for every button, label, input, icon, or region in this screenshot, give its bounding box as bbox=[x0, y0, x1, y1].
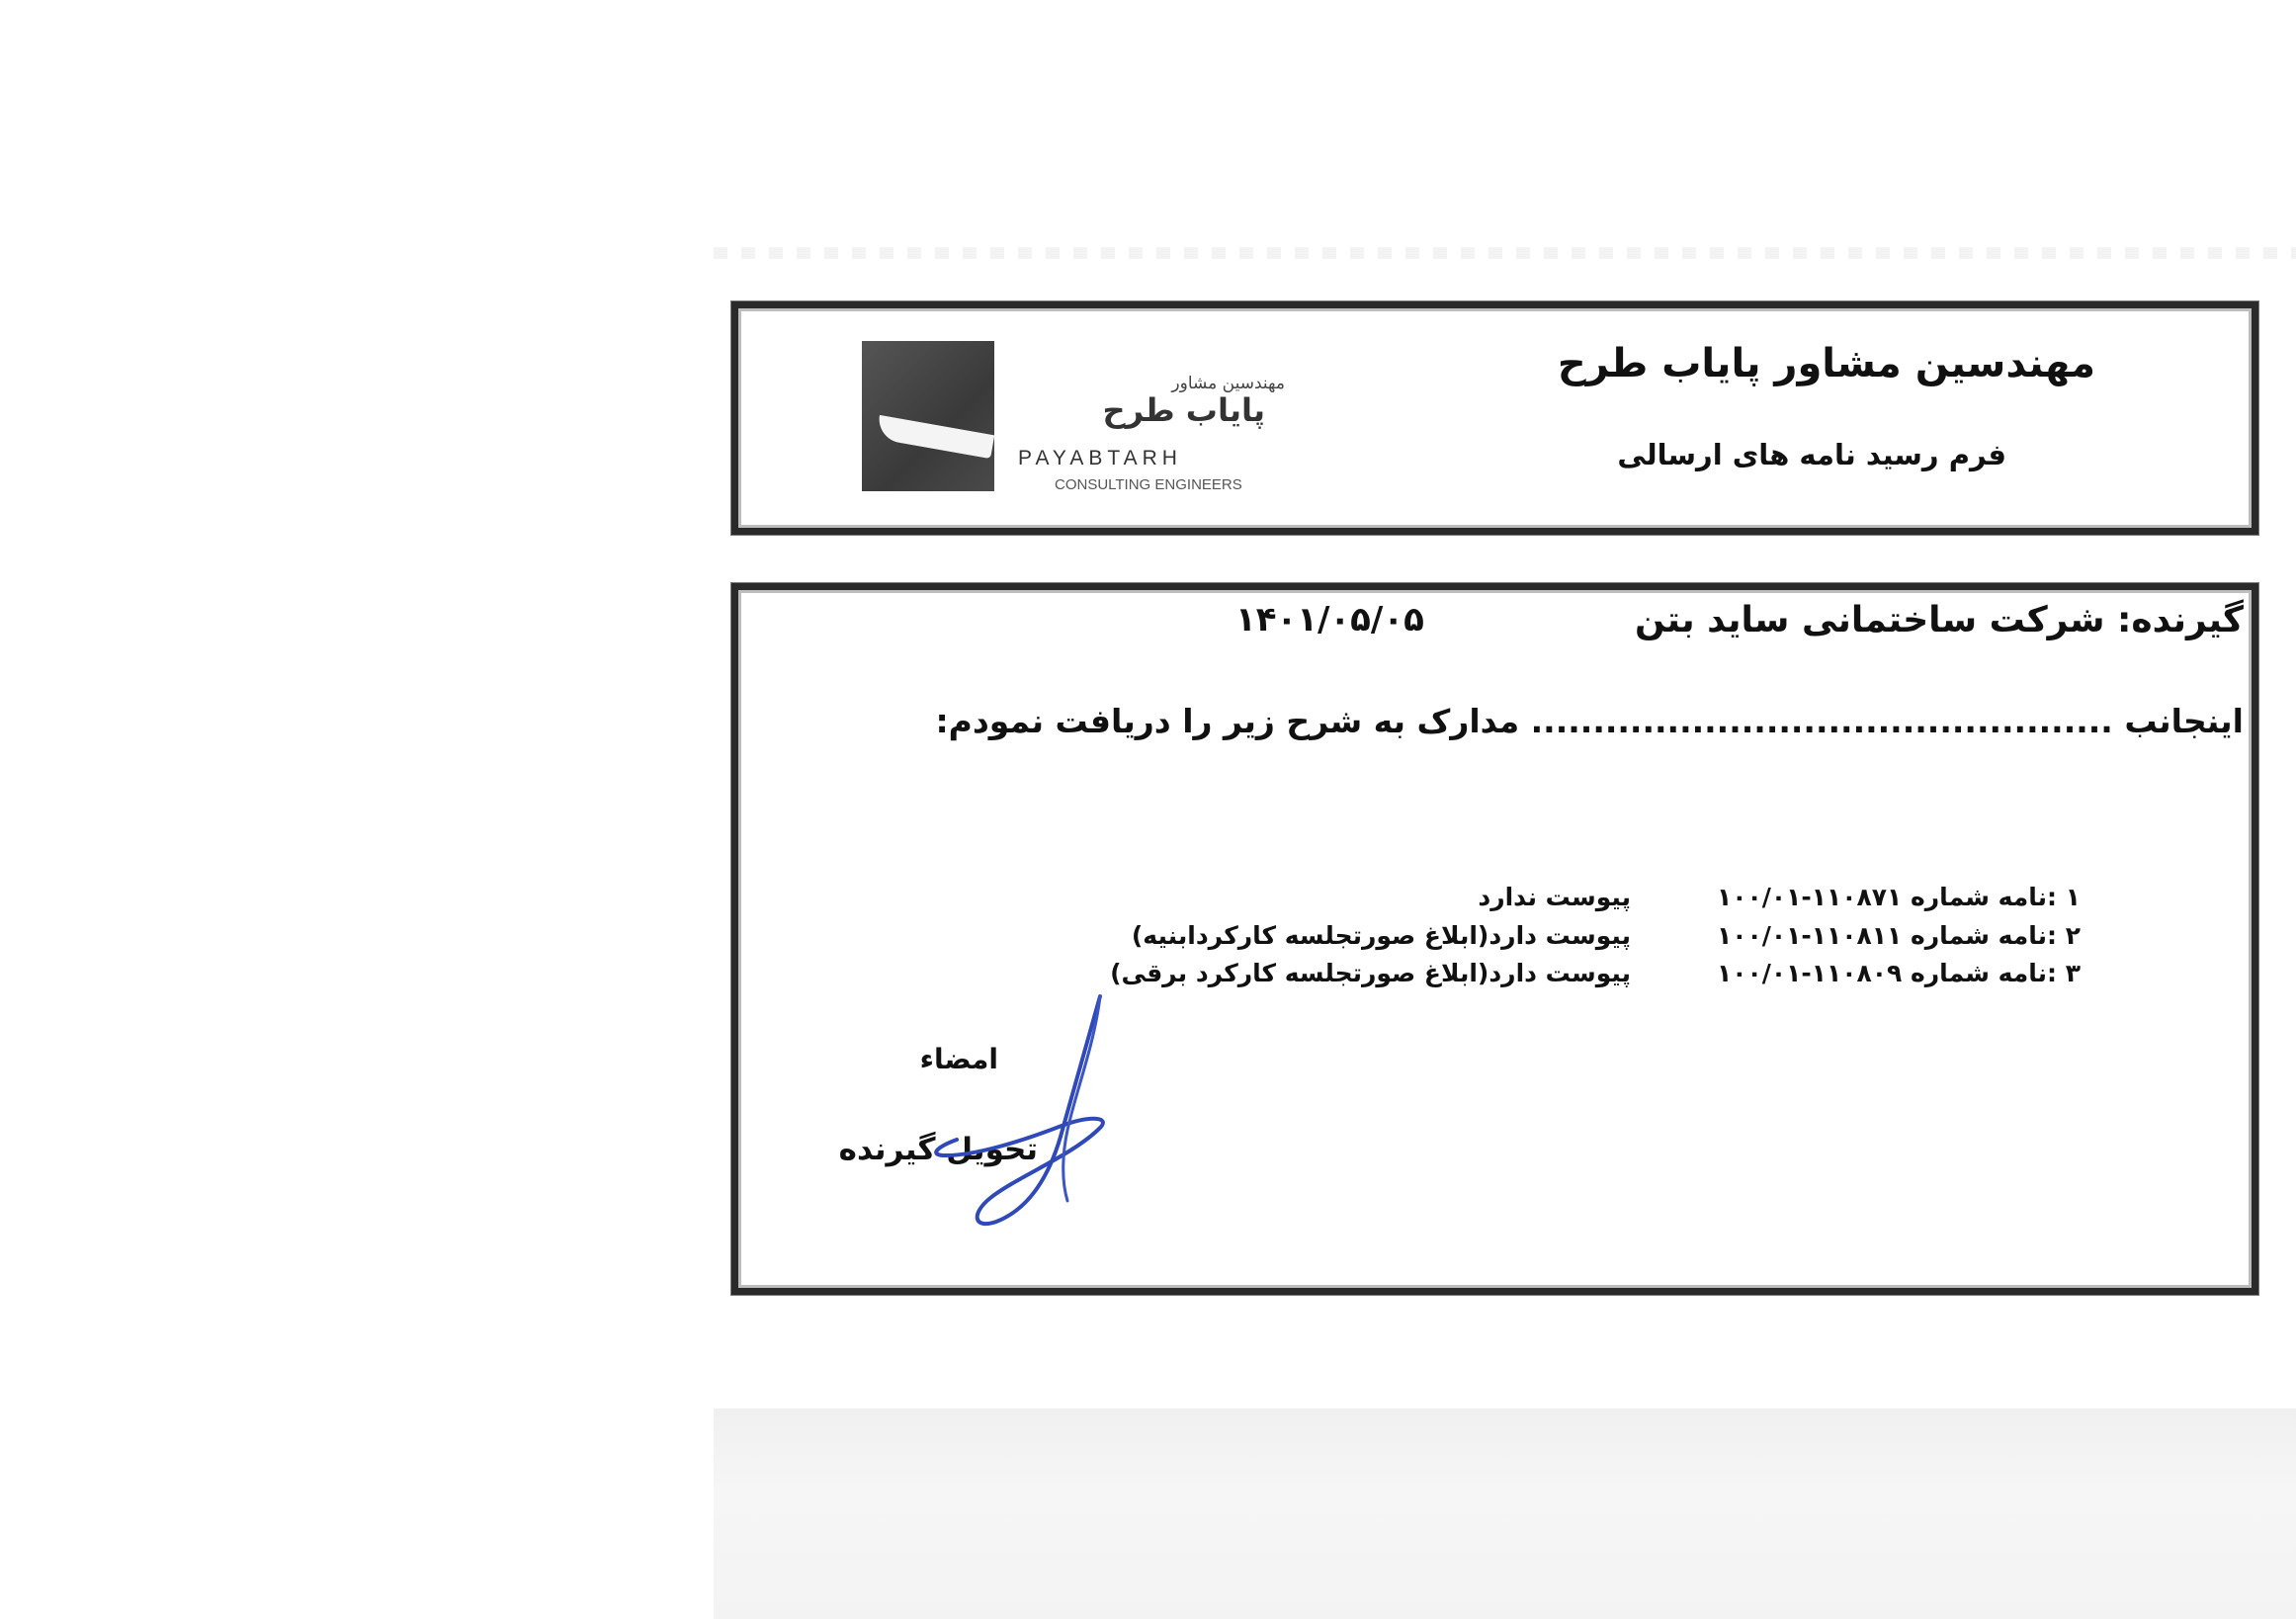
logo-big-text: پایاب طرح bbox=[1102, 391, 1265, 429]
recipient: گیرنده: شرکت ساختمانی ساید بتن bbox=[1635, 600, 2244, 640]
handwritten-signature-icon bbox=[909, 988, 1107, 1236]
letter-number: ۳ :نامه شماره ۱۱۰۸۰۹-۱۰۰/۰۱ bbox=[1716, 959, 2081, 987]
attachment-status: پیوست ندارد bbox=[1478, 883, 1631, 911]
company-name: مهندسین مشاور پایاب طرح bbox=[1557, 341, 2095, 386]
attachment-status: پیوست دارد(ابلاغ صورتجلسه کارکرد برقی) bbox=[1110, 959, 1631, 987]
letter-number: ۲ :نامه شماره ۱۱۰۸۱۱-۱۰۰/۰۱ bbox=[1716, 921, 2081, 950]
form-title: فرم رسید نامه های ارسالی bbox=[1617, 438, 2006, 471]
letter-number: ۱ :نامه شماره ۱۱۰۸۷۱-۱۰۰/۰۱ bbox=[1716, 883, 2081, 911]
logo-english-subtitle: CONSULTING ENGINEERS bbox=[1055, 476, 1242, 493]
logo-stroke bbox=[876, 415, 994, 459]
receipt-date: ۱۴۰۱/۰۵/۰۵ bbox=[1235, 600, 1424, 639]
logo-small-text: مهندسین مشاور bbox=[1171, 374, 1285, 393]
logo-english-name: PAYABTARH bbox=[1018, 447, 1182, 469]
deliver-recipient-label: تحویل گیرنده bbox=[838, 1132, 1038, 1167]
payabtarh-logo-icon bbox=[862, 341, 994, 491]
scan-shadow bbox=[714, 1408, 2296, 1619]
signature-label: امضاء bbox=[919, 1043, 998, 1075]
acknowledgement-text: اینجانب ............................................... مدارک به شرح زیر را دریافت نمودم: bbox=[935, 702, 2244, 740]
paper-edge bbox=[714, 247, 2296, 259]
attachment-status: پیوست دارد(ابلاغ صورتجلسه کارکردابنیه) bbox=[1131, 921, 1631, 950]
